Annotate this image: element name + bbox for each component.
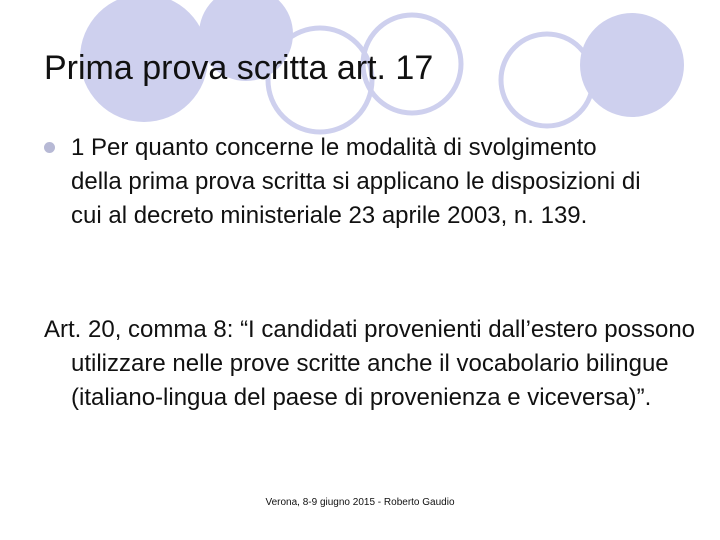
slide-footer: Verona, 8-9 giugno 2015 - Roberto Gaudio xyxy=(265,497,455,508)
bullet-dot-icon xyxy=(44,142,55,153)
bullet-text: 1 Per quanto concerne le modalità di svolgimento della prima prova scritta si applicano le disposizioni di cui al decreto ministeriale 23 aprile 2003, n. 139. xyxy=(71,134,641,229)
decor-circle-filled-3 xyxy=(580,13,684,117)
slide-title: Prima prova scritta art. 17 xyxy=(44,49,434,87)
article-paragraph: Art. 20, comma 8: “I candidati provenienti dall’estero possono utilizzare nelle prove scritte anche il vocabolario bilingue (italiano-lingua del paese di provenienza e viceversa)”. xyxy=(44,316,696,411)
decor-circle-outline-3 xyxy=(501,34,593,126)
bullet-item xyxy=(44,131,644,233)
